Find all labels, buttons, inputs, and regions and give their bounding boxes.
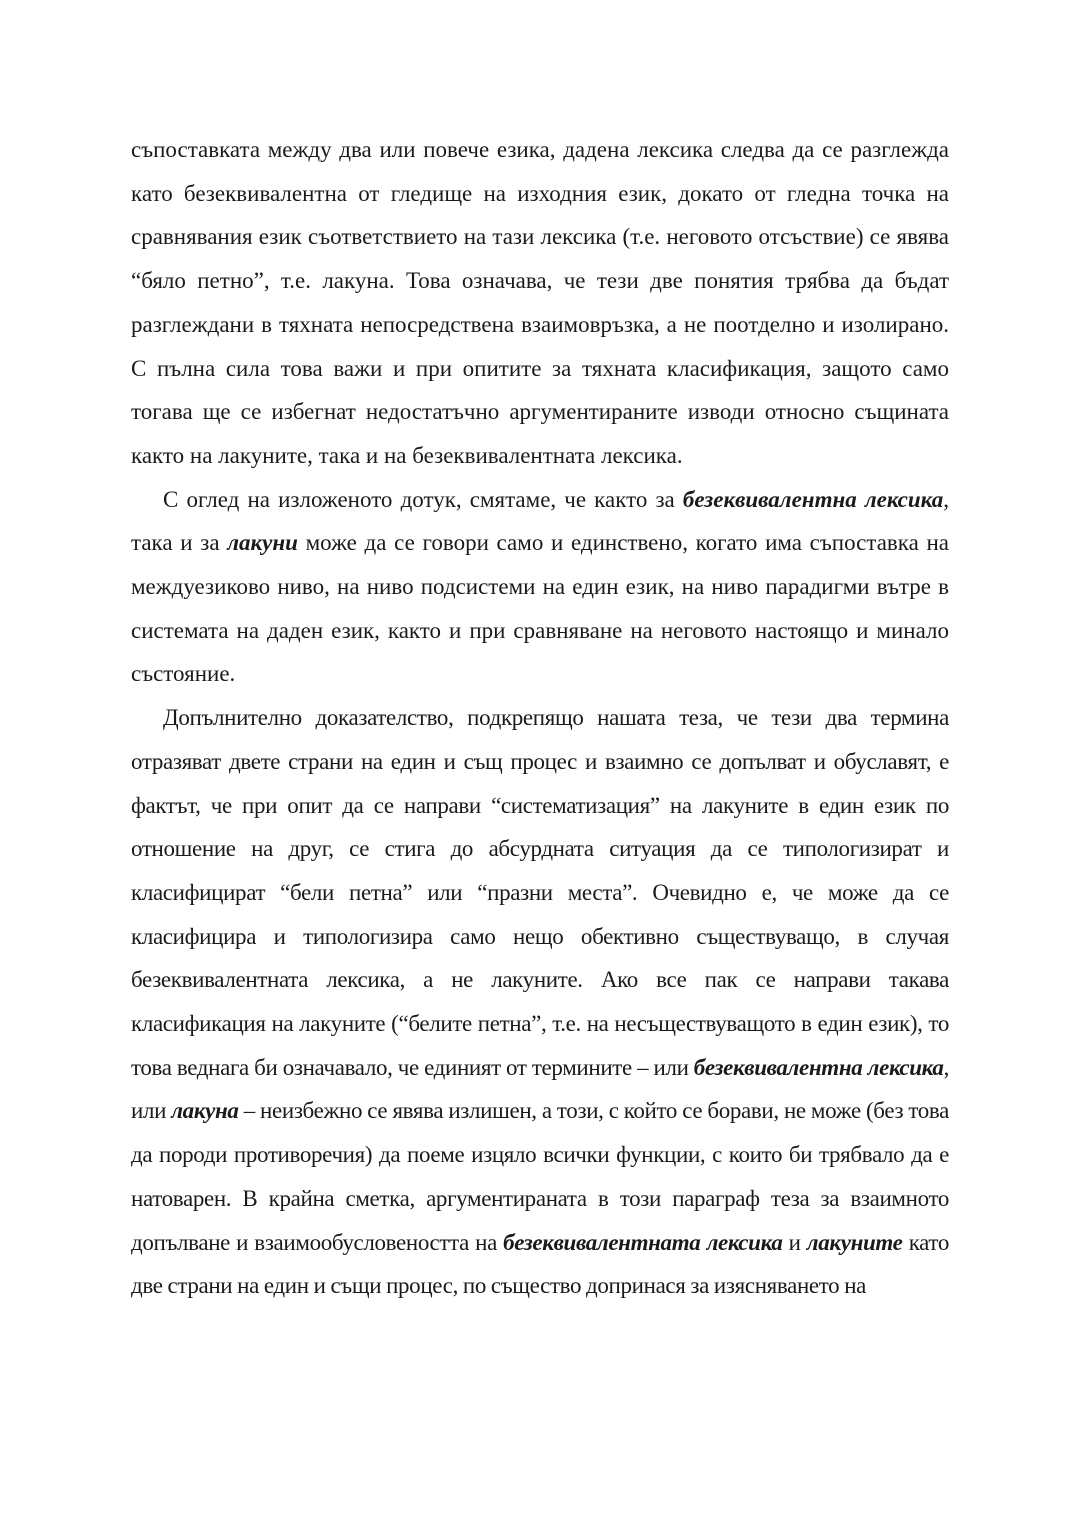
paragraph-2 bbox=[131, 478, 949, 697]
paragraph-2-text: може да се говори само и единствено, когато има съпоставка на междуезиково ниво, на ниво подсистеми на един език, на ниво парадигми вътре в системата на даден език, както и при сравняване на неговото настоящо и минало състояние. bbox=[131, 530, 949, 687]
term-lakunite: лакуните bbox=[806, 1229, 903, 1255]
paragraph-3-text: , или bbox=[131, 1054, 949, 1124]
paragraph-2-text: , така и за bbox=[131, 486, 949, 556]
term-bezekvivalentna-leksika: безеквивалентна лексика bbox=[693, 1054, 944, 1080]
paragraph-3-text: като две страни на един и същи процес, по същество допринася за изясняването на bbox=[131, 1229, 949, 1299]
paragraph-3-text: и bbox=[782, 1229, 807, 1255]
term-bezekvivalentna-leksika: безеквивалентна лексика bbox=[682, 486, 944, 512]
document-page bbox=[131, 128, 949, 1308]
term-lakuni: лакуни bbox=[227, 530, 298, 556]
paragraph-2-text: С оглед на изложеното дотук, смятаме, че както за bbox=[163, 486, 683, 512]
term-bezekvivalentnata-leksika: безеквивалентната лексика bbox=[503, 1229, 783, 1255]
paragraph-1-text: съпоставката между два или повече езика, дадена лексика следва да се разглежда като безеквивалентна от гледище на изходния език, докато от гледна точка на сравнявания език съответствието на тази лексика (т.е. неговото отсъствие) се явява “бяло петно”, т.е. лакуна. Това означава, че тези две понятия трябва да бъдат разглеждани в тяхната непосредствена взаимовръзка, а не поотделно и изолирано. С пълна сила това важи и при опитите за тяхната класификация, защото само тогава ще се избегнат недостатъчно аргументираните изводи относно същината както на лакуните, така и на безеквивалентната лексика. bbox=[131, 137, 949, 468]
paragraph-3 bbox=[131, 696, 949, 1308]
term-lakuna: лакуна bbox=[171, 1098, 239, 1124]
paragraph-1 bbox=[131, 128, 949, 478]
paragraph-3-text: Допълнително доказателство, подкрепящо нашата теза, че тези два термина отразяват двете страни на един и същ процес и взаимно се допълват и обуславят, е фактът, че при опит да се направи “систематизация” на лакуните в един език по отношение на друг, се стига до абсурдната ситуация да се типологизират и класифицират “бели петна” или “празни места”. Очевидно е, че може да се класифицира и типологизира само нещо обективно съществуващо, в случая безеквивалентната лексика, а не лакуните. Ако все пак се направи такава класификация на лакуните (“белите петна”, т.е. на несъществуващото в един език), то това веднага би означавало, че единият от термините – или bbox=[131, 705, 949, 1080]
paragraph-3-text: – неизбежно се явява излишен, а този, с който се борави, не може (без това да породи противоречия) да поеме изцяло всички функции, с които би трябвало да е натоварен. В крайна сметка, аргументираната в този параграф теза за взаимното допълване и взаимообусловеността на bbox=[131, 1098, 949, 1255]
